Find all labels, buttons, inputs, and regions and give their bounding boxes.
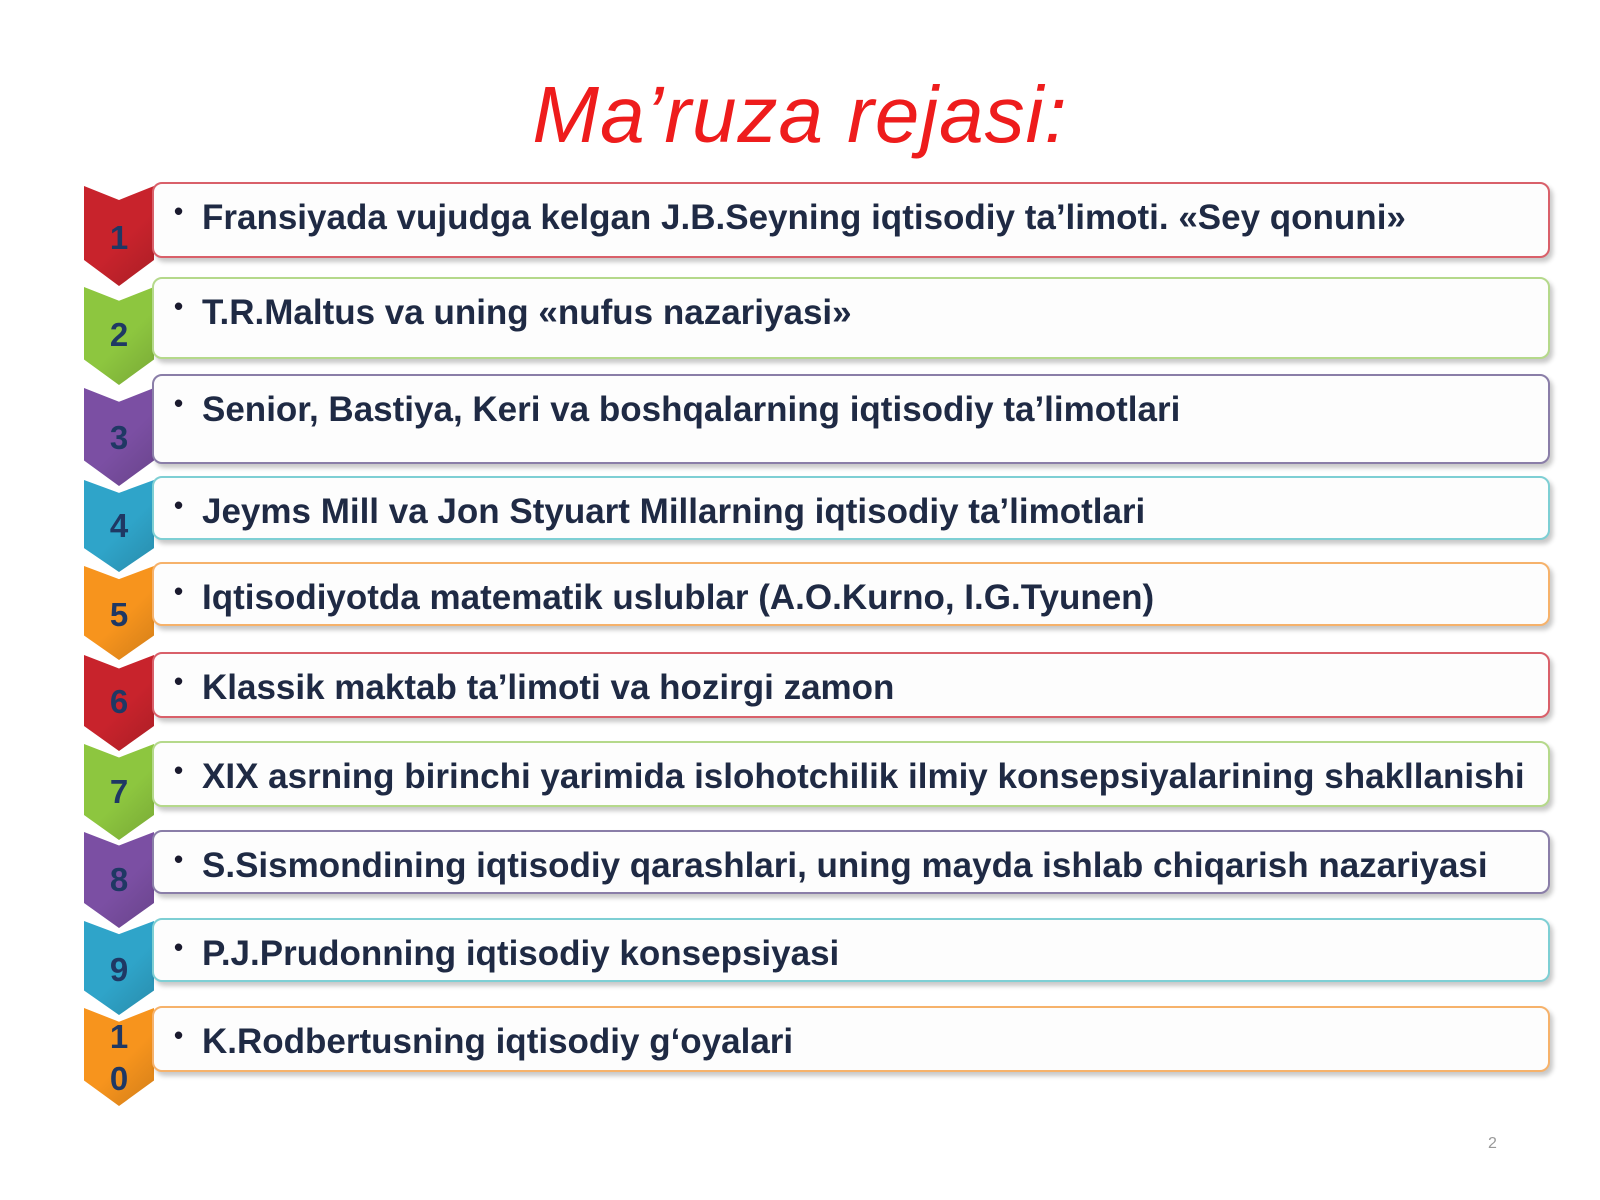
agenda-item-box [152,374,1550,464]
agenda-item-number: 3 [109,419,129,456]
agenda-item-box [152,830,1550,894]
bullet-icon: • [174,196,184,226]
agenda-item-box [152,741,1550,807]
agenda-item-number: 4 [109,507,129,544]
agenda-item-number: 1 0 [109,1018,129,1097]
agenda-item-box [152,652,1550,718]
bullet-icon: • [174,666,184,696]
slide-title: Ma’ruza rejasi: [532,70,1068,159]
bullet-icon: • [174,844,184,874]
agenda-item-text: P.J.Prudonning iqtisodiy konsepsiyasi [202,934,840,973]
agenda-item-box [152,562,1550,626]
agenda-item-text: XIX asrning birinchi yarimida islohotchilik ilmiy konsepsiyalarining shakllanishi [202,757,1525,796]
bullet-icon: • [174,291,184,321]
agenda-item-number: 5 [109,596,129,633]
agenda-item-number: 9 [109,951,129,988]
agenda-item-text: Fransiyada vujudga kelgan J.B.Seyning iqtisodiy ta’limoti. «Sey qonuni» [202,198,1406,237]
agenda-item-text: Jeyms Mill va Jon Styuart Millarning iqtisodiy ta’limotlari [202,492,1146,531]
agenda-item-text: Iqtisodiyotda matematik uslublar (A.O.Kurno, I.G.Tyunen) [202,578,1155,617]
bullet-icon: • [174,755,184,785]
bullet-icon: • [174,388,184,418]
agenda-item-text: S.Sismondining iqtisodiy qarashlari, uning mayda ishlab chiqarish nazariyasi [202,846,1488,885]
agenda-item-text: Klassik maktab ta’limoti va hozirgi zamon [202,668,895,707]
agenda-item-box [152,1006,1550,1072]
agenda-item-text: K.Rodbertusning iqtisodiy g‘oyalari [202,1022,794,1061]
agenda-item-box [152,277,1550,359]
agenda-item-text: T.R.Maltus va uning «nufus nazariyasi» [202,293,852,332]
agenda-item-number: 1 [109,219,129,256]
agenda-item-number: 2 [109,316,129,353]
bullet-icon: • [174,490,184,520]
bullet-icon: • [174,576,184,606]
bullet-icon: • [174,1020,184,1050]
page-number: 2 [1488,1135,1497,1152]
agenda-item-text: Senior, Bastiya, Keri va boshqalarning iqtisodiy ta’limotlari [202,390,1181,429]
agenda-item-box [152,476,1550,540]
agenda-item-number: 7 [109,773,129,810]
agenda-item-number: 6 [109,683,129,720]
agenda-item-number: 8 [109,861,129,898]
bullet-icon: • [174,932,184,962]
agenda-item-box [152,182,1550,258]
agenda-item-box [152,918,1550,982]
